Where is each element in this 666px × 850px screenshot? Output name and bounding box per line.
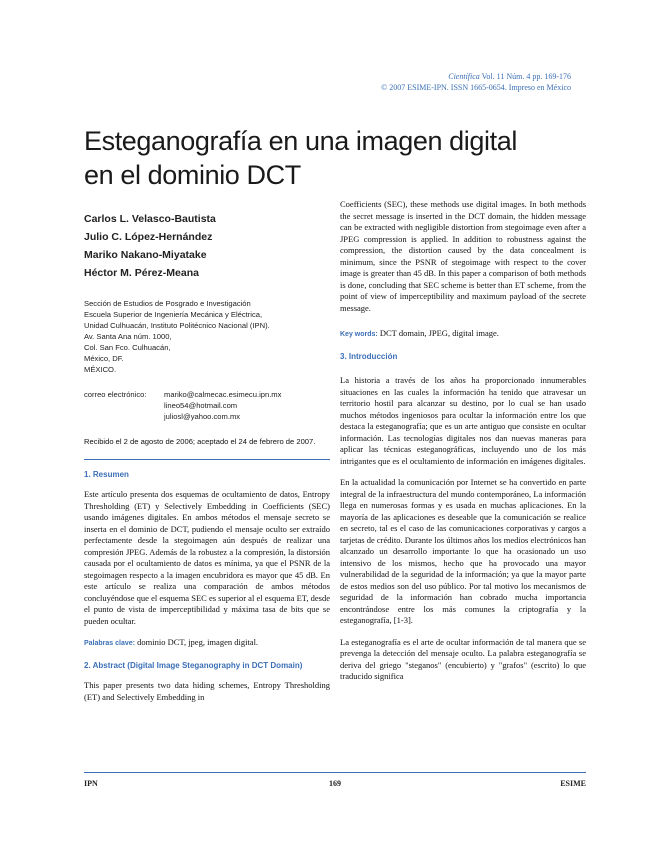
keywords-text: dominio DCT, jpeg, imagen digital.	[137, 637, 259, 647]
email-address[interactable]: juliosl@yahoo.com.mx	[164, 412, 241, 421]
author: Carlos L. Velasco-Bautista	[84, 213, 216, 225]
journal-copyright: © 2007 ESIME-IPN. ISSN 1665-0654. Impreso en México	[381, 83, 571, 92]
affiliation-line: Av. Santa Ana núm. 1000,	[84, 332, 172, 341]
author: Julio C. López-Hernández	[84, 231, 213, 243]
affiliation-line: México, DF.	[84, 354, 124, 363]
affiliation-line: MÉXICO.	[84, 365, 117, 374]
keywords-label: Palabras clave:	[84, 640, 135, 647]
paper-title	[84, 124, 584, 192]
intro-paragraph: En la actualidad la comunicación por Internet se ha convertido en parte integral de la infraestructura del mundo contemporáneo, La información llega en numerosas formas y es usada en muchas aplicaciones. En la mayoría de las aplicaciones es deseable que la comunicación se realice en secreto, tal es el caso de las comunicaciones corporativas y cargos a tarjetas de crédito. Durante los últimos años los medios electrónicos han alcanzado un desarrollo importante lo que ha ocasionado un uso intensivo de los mismos, hecho que ha provocado una mayor vulnerabilidad de la seguridad de la información; ya que la mayor parte de estos medios son del uso público. Por tal motivo los mecanismos de seguridad de la información han cobrado mucha importancia encontrándose entre los más comunes la criptografía y la esteganografía, [1-3].	[340, 477, 586, 625]
keywords-text: DCT domain, JPEG, digital image.	[379, 328, 499, 338]
journal-volume: Vol. 11 Núm. 4 pp. 169-176	[481, 72, 571, 81]
received-date: Recibido el 2 de agosto de 2006; aceptado el 24 de febrero de 2007.	[84, 437, 316, 446]
title-line-2: en el dominio DCT	[84, 160, 301, 190]
affiliation	[84, 298, 330, 375]
left-column	[84, 210, 330, 703]
resumen-text: Este artículo presenta dos esquemas de ocultamiento de datos, Entropy Thresholding (ET) y Selectively Embedding in Coefficients (SEC) usando imágenes digitales. En ambos métodos el mensaje secreto se inserta en el dominio de DCT, pudiendo el mensaje oculto ser extraído perfectamente desde la stegoimagen aún después de realizar una compresión JPEG. Además de la robustez a la compresión, la distorsión causada por el ocultamiento de datos es mínima, ya que el PSNR de la stegoimagen respecto a la imagen encubridora es mayor que 45 dB. En este artículo se realiza una comparación de ambos métodos concluyéndose que el esquema SEC es superior al el esquema ET, desde el punto de vista de imperceptibilidad y máxima tasa de bits que se pueden ocultar.	[84, 489, 330, 626]
email-address[interactable]: lineo54@hotmail.com	[164, 401, 238, 410]
footer-left: IPN	[84, 779, 98, 788]
email-address[interactable]: mariko@calmecac.esimecu.ipn.mx	[164, 390, 282, 399]
author: Héctor M. Pérez-Meana	[84, 267, 199, 279]
affiliation-line: Col. San Fco. Culhuacán,	[84, 343, 171, 352]
section-heading-resumen: 1. Resumen	[84, 470, 129, 479]
abstract-text-left: This paper presents two data hiding schemes, Entropy Thresholding (ET) and Selectively Embedding in	[84, 680, 330, 702]
resumen-keywords	[84, 637, 330, 649]
intro-paragraph: La historia a través de los años ha proporcionado innumerables situaciones en las cuales la información ha tenido que atravesar un territorio hostil para alcanzar su destino, por lo cual se han usado muchos métodos ingeniosos para ocultar la información entre los que destaca la esteganografía; que es un arte antiguo que consiste en ocultar información. Las tecnologías digitales nos dan nuevas maneras para aplicar las técnicas esteganográficas, incluyendo uno de los más intrigantes que es el ocultamiento de información en imágenes digitales.	[340, 375, 586, 466]
title-line-1: Esteganografía en una imagen digital	[84, 126, 517, 156]
email-label: correo electrónico:	[84, 390, 147, 399]
affiliation-line: Unidad Culhuacán, Instituto Politécnico Nacional (IPN).	[84, 321, 270, 330]
affiliation-line: Escuela Superior de Ingeniería Mecánica y Eléctrica,	[84, 310, 263, 319]
abstract-keywords	[340, 328, 586, 340]
section-heading-intro: 3. Introducción	[340, 352, 398, 361]
page-number: 169	[329, 779, 341, 788]
right-column	[340, 199, 586, 693]
author: Mariko Nakano-Miyatake	[84, 249, 207, 261]
author-list	[84, 210, 330, 282]
affiliation-line: Sección de Estudios de Posgrado e Investigación	[84, 299, 251, 308]
abstract-text-right: Coefficients (SEC), these methods use digital images. In both methods the secret message is inserted in the DCT domain, the hidden message can be extracted with negligible distortion from stegoimage even after a JPEG compression is applied. In addition to robustness against the compression, the distortion caused by the data concealment is minimum, since the PSNR of stegoimage with respect to the cover image is greater than 45 dB. In this paper a comparison of both methods is done, concluding that SEC scheme is better than ET scheme, from the point of view of imperceptibility and maximum payload of the secrete message.	[340, 199, 586, 313]
section-heading-abstract: 2. Abstract (Digital Image Steganography in DCT Domain)	[84, 661, 303, 670]
keywords-label: Key words:	[340, 331, 378, 338]
journal-name: Científica	[448, 72, 480, 81]
email-block	[84, 389, 330, 422]
divider	[84, 459, 330, 460]
intro-paragraph: La esteganografía es el arte de ocultar información de tal manera que se prevenga la detección del mensaje oculto. La palabra esteganografía se deriva del griego "steganos" (encubierto) y "grafos" (escrito) lo que traducido significa	[340, 636, 586, 681]
footer-divider	[84, 772, 586, 773]
footer-right: ESIME	[560, 779, 586, 788]
journal-header	[381, 71, 571, 93]
